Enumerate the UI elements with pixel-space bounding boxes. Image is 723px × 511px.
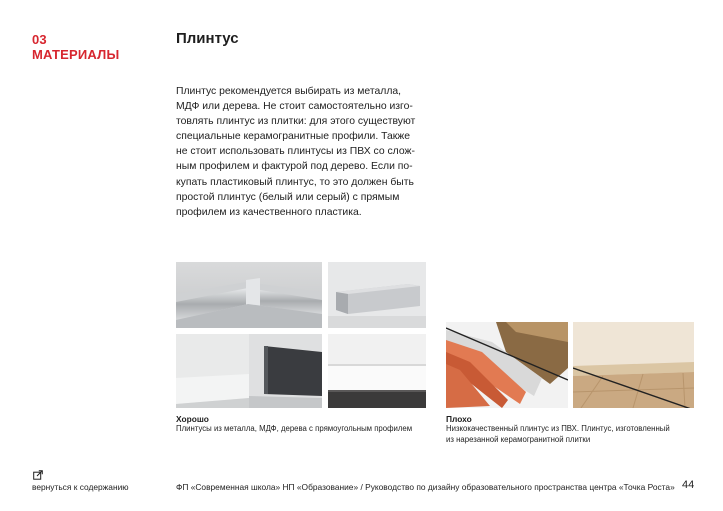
body-text <box>176 84 438 220</box>
photo-white-wood-skirting <box>328 334 426 408</box>
body-line: не стоит использовать плинтусы из ПВХ со слож- <box>176 146 415 158</box>
section-title: МАТЕРИАЛЫ <box>32 47 120 62</box>
body-line: купать пластиковый плинтус, то это должен быть <box>176 176 414 188</box>
body-line: товлять плинтус из плитки: для этого существуют <box>176 116 416 128</box>
body-line: простой плинтус (белый или серый) с прямым <box>176 191 400 203</box>
photo-mdf-skirting-closeup <box>328 262 426 328</box>
photo-metal-skirting-corner <box>176 262 322 328</box>
body-line: МДФ или дерева. Не стоит самостоятельно изго- <box>176 101 413 113</box>
bad-caption-line: Низкокачественный плинтус из ПВХ. Плинтус, изготовленный <box>446 424 670 433</box>
body-line: специальные керамогранитные профили. Также <box>176 131 411 143</box>
good-caption-title: Хорошо <box>176 414 209 424</box>
photo-tile-skirting-floor <box>573 322 694 408</box>
photo-pvc-skirting-profiles <box>446 322 568 408</box>
bad-caption-text <box>446 424 696 445</box>
bad-caption-title: Плохо <box>446 414 472 424</box>
page-title: Плинтус <box>176 30 239 47</box>
external-link-icon[interactable] <box>33 470 43 480</box>
page-number: 44 <box>682 479 695 491</box>
body-line: профилем из качественного пластика. <box>176 206 362 218</box>
footer-credit: ФП «Современная школа» НП «Образование» / Руководство по дизайну образовательного пространства центра «Точка Роста» <box>176 482 675 492</box>
section-number: 03 <box>32 32 47 47</box>
body-line: ным профилем и фактурой под дерево. Если по- <box>176 161 413 173</box>
back-to-contents-link[interactable]: вернуться к содержанию <box>32 482 129 492</box>
photo-white-and-dark-skirting <box>176 334 322 408</box>
bad-caption-line: из нарезанной керамогранитной плитки <box>446 434 591 444</box>
good-caption-text: Плинтусы из металла, МДФ, дерева с прямоугольным профилем <box>176 424 413 433</box>
body-line: Плинтус рекомендуется выбирать из металла, <box>176 86 402 97</box>
